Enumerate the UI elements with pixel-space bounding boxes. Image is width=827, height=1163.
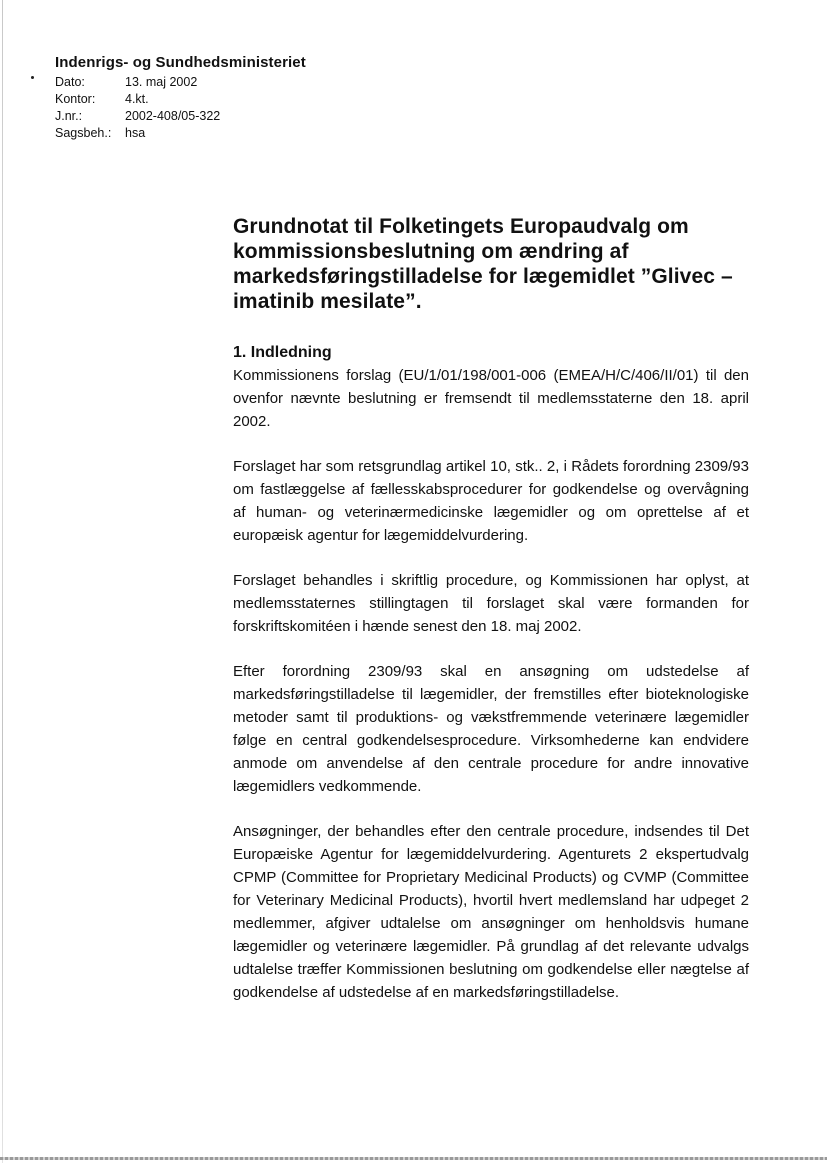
paragraph: Forslaget behandles i skriftlig procedure, og Kommissionen har oplyst, at medlemsstaternes stillingtagen til forslaget skal være formanden for forskriftskomitéen i hænde senest den 18. maj 2002. — [233, 572, 749, 635]
meta-value: 13. maj 2002 — [125, 75, 198, 89]
meta-label: Dato: — [55, 75, 85, 89]
ministry-name: Indenrigs- og Sundhedsministeriet — [55, 54, 306, 71]
meta-row-office — [55, 91, 306, 108]
paragraph: Forslaget har som retsgrundlag artikel 10, stk.. 2, i Rådets forordning 2309/93 om fastlæggelse af fællesskabsprocedurer for godkendelse og overvågning af human- og veterinærmedicinske lægemidler og om oprettelse af et europæisk agentur for lægemiddelvurdering. — [233, 458, 749, 544]
meta-label: Sagsbeh.: — [55, 126, 112, 140]
paragraph: Efter forordning 2309/93 skal en ansøgning om udstedelse af markedsføringstilladelse til lægemidler, der fremstilles efter bioteknologiske metoder samt til produktions- og vækstfremmende veterinære lægemidler følge en central godkendelsesprocedure. Virksomhederne kan endvidere anmode om anvendelse af den centrale procedure for andre innovative lægemidlers vedkommende. — [233, 663, 749, 795]
scan-edge-bottom — [0, 1157, 827, 1160]
meta-label: J.nr.: — [55, 109, 83, 123]
section-heading: 1. Indledning — [233, 344, 332, 361]
meta-label: Kontor: — [55, 92, 96, 106]
document-body — [233, 214, 749, 1026]
scan-edge-left — [2, 0, 3, 1163]
meta-row-journal-number — [55, 108, 306, 125]
meta-value: 4.kt. — [125, 92, 149, 106]
document-header — [55, 54, 306, 142]
meta-value: hsa — [125, 126, 146, 140]
paragraph: Ansøgninger, der behandles efter den centrale procedure, indsendes til Det Europæiske Agentur for lægemiddelvurdering. Agenturets 2 ekspertudvalg CPMP (Committee for Proprietary Medicinal Products) og CVMP (Committee for Veterinary Medicinal Products), hvortil hvert medlemsland har udpeget 2 medlemmer, afgiver udtalelse om ansøgninger om henholdsvis humane lægemidler og veterinære lægemidler. På grundlag af det relevante udvalgs udtalelse træffer Kommissionen beslutning om godkendelse eller nægtelse af godkendelse af udstedelse af en markedsføringstilladelse. — [233, 823, 749, 1001]
meta-row-date — [55, 74, 306, 91]
meta-value: 2002-408/05-322 — [125, 109, 221, 123]
paragraph: Kommissionens forslag (EU/1/01/198/001-006 (EMEA/H/C/406/II/01) til den ovenfor nævnte beslutning er fremsendt til medlemsstaterne den 18. april 2002. — [233, 367, 749, 430]
meta-row-case-officer — [55, 125, 306, 142]
scan-mark — [31, 76, 34, 79]
document-title: Grundnotat til Folketingets Europaudvalg om kommissionsbeslutning om ændring af markedsføringstilladelse for lægemidlet ”Glivec – imatinib mesilate”. — [233, 215, 733, 313]
